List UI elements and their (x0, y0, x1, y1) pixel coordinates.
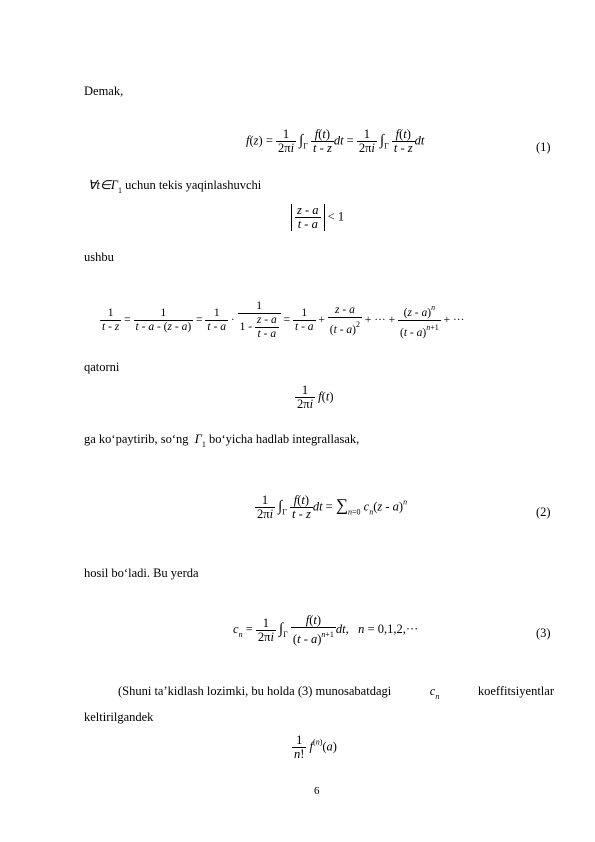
equation-number-1: (1) (536, 140, 551, 154)
text-hosil: hosil bo‘ladi. Bu yerda (84, 566, 199, 580)
equation-number-3: (3) (536, 626, 551, 640)
text-forall: $\forall t\in\Gamma_1$ uchun tekis yaqinlashuvchi (88, 178, 262, 195)
formula-cauchy-integral: f(z) = $\frac{1}{2\pi i}$ $\int_\Gamma$ $\frac{f(t)}{t - z}$ dt = $\frac{1}{2\pi i}$ $\int_\Gamma$ $\frac{f(t)}{t - z}$ dt (246, 127, 425, 155)
text-koeff: koeffitsiyentlar (477, 684, 554, 698)
text-boyicha: bo‘yicha hadlab integrallasak, (209, 432, 360, 446)
equation-number-2: (2) (536, 505, 551, 519)
formula-derivative: $\frac{1}{n!}$ $f^{(n)}(a)$ (294, 733, 337, 761)
formula-condition: $\frac{z - a}{t - a}$ < 1 (291, 204, 344, 231)
text-qatorni: qatorni (84, 360, 120, 374)
text-keltirilgan: keltirilgandek (84, 710, 154, 724)
coefficient-cn: $c_n$ (429, 684, 440, 701)
formula-series: $\frac{1}{t - z}$ = $\frac{1}{t - a - (z - a)}$ = $\frac{1}{t - a}$ · 1 1 - $\frac{z - a}{t - a}$ = $\frac{1}{t - a}$ + $\frac{z - a}{(t - a)^2}$ + ··· + $\frac{(z - a)^n}{(t - a)^{n+1}}$ + ··· (102, 300, 465, 340)
text-shuni-line (84, 684, 554, 704)
page-number: 6 (314, 785, 320, 797)
text-demak: Demak, (84, 84, 124, 98)
formula-taylor-series: $\frac{1}{2\pi i}$ $\int_\Gamma$ $\frac{f(t)}{t - z}$ dt = $\sum_{n=0}$ $c_n(z - a)^n$ (257, 493, 408, 521)
text-ga-ko: ga ko‘paytirib, so‘ng $\Gamma_1$ bo‘yicha hadlab integrallasak, (84, 432, 360, 449)
text-ga-ko-label: ga ko‘paytirib, so‘ng (84, 432, 189, 446)
text-shuni: (Shuni ta’kidlash lozimki, bu holda (3) munosabatdagi (118, 684, 392, 698)
text-ushbu: ushbu (84, 250, 114, 264)
forall-symbol: ∀t∈Γ (88, 178, 119, 192)
formula-coefficients: $c_n$ = $\frac{1}{2\pi i}$ $\int_\Gamma$ $\frac{f(t)}{(t - a)^{n+1}}$ dt, n = 0,1,2,··· (233, 613, 419, 646)
formula-multiplier: $\frac{1}{2\pi i}$ f(t) (297, 383, 334, 411)
text-uchun: uchun tekis yaqinlashuvchi (125, 178, 262, 192)
